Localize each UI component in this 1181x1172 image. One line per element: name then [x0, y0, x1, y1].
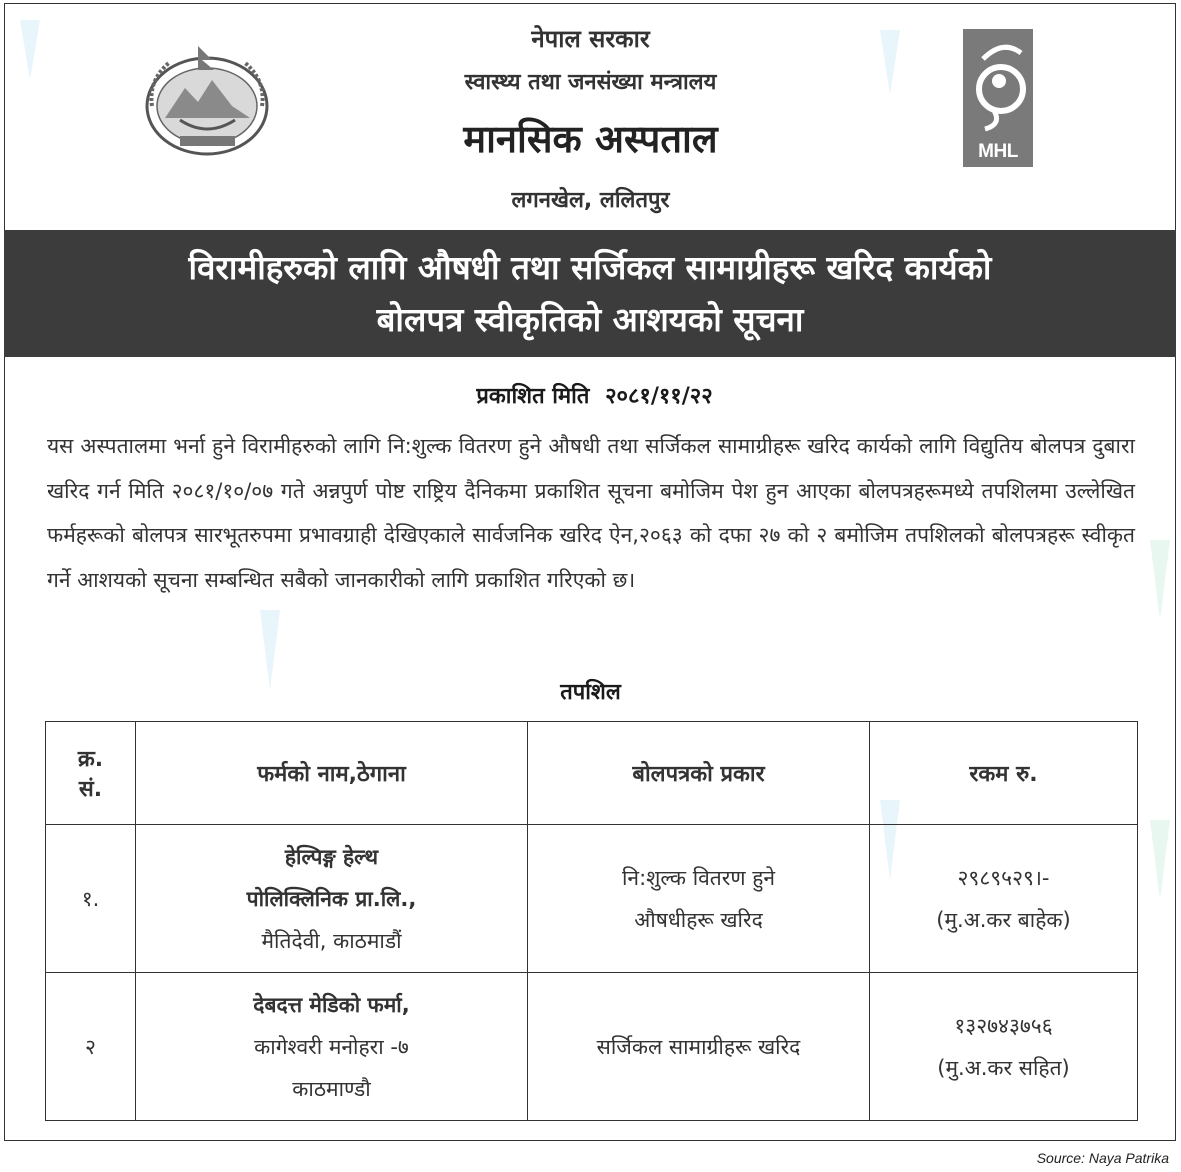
hospital-title: मानसिक अस्पताल	[463, 117, 718, 161]
cell-sn: २	[46, 973, 136, 1121]
amount-note: (मु.अ.कर बाहेक)	[936, 907, 1071, 932]
source-credit: Source: Naya Patrika	[1036, 1150, 1169, 1166]
col-header-type: बोलपत्रको प्रकार	[528, 722, 870, 825]
firm-address: मैतिदेवी, काठमाडौं	[261, 928, 402, 953]
notice-title-line-1: विरामीहरुको लागि औषधी तथा सर्जिकल सामाग्रीहरू खरिद कार्यको	[188, 248, 992, 287]
cell-type	[528, 825, 870, 973]
table-header-row	[46, 722, 1138, 825]
ministry-title: स्वास्थ्य तथा जनसंख्या मन्त्रालय	[464, 70, 717, 95]
firm-name-line-2: पोलिक्लिनिक प्रा.लि.,	[246, 886, 417, 911]
government-title: नेपाल सरकार	[531, 25, 650, 53]
col-header-sn	[46, 722, 136, 825]
amount-value: २९८९५२९।-	[957, 865, 1050, 890]
notice-title-line-2: बोलपत्र स्वीकृतिको आशयको सूचना	[376, 300, 804, 339]
col-header-amount: रकम रु.	[870, 722, 1138, 825]
col-header-sn-line-2: सं.	[78, 777, 103, 802]
published-date-value: २०८१/११/२२	[605, 384, 713, 409]
cell-firm	[136, 973, 528, 1121]
table-row	[46, 973, 1138, 1121]
published-date	[0, 380, 1181, 410]
firm-name-line-1: देबदत्त मेडिको फर्मा,	[253, 992, 410, 1017]
cell-firm	[136, 825, 528, 973]
hospital-location: लगनखेल, ललितपुर	[511, 188, 670, 213]
table-row	[46, 825, 1138, 973]
cell-type: सर्जिकल सामाग्रीहरू खरिद	[528, 973, 870, 1121]
bid-type-line-2: औषधीहरू खरिद	[634, 907, 763, 932]
notice-body: यस अस्पतालमा भर्ना हुने विरामीहरुको लागि नि:शुल्क वितरण हुने औषधी तथा सर्जिकल सामाग्रीहरू खरिद कार्यको लागि विद्युतिय बोलपत्र दुबारा खरिद गर्न मिति २०८१/१०/०७ गते अन्नपुर्ण पोष्ट राष्ट्रिय दैनिकमा प्रकाशित सूचना बमोजिम पेश हुन आएका बोलपत्रहरूमध्ये तपशिलमा उल्लेखित फर्महरूको बोलपत्र सारभूतरुपमा प्रभावग्राही देखिएकाले सार्वजनिक खरिद ऐन,२०६३ को दफा २७ को २ बमोजिम तपशिलको बोलपत्रहरू स्वीकृत गर्ने आशयको सूचना सम्बन्धित सबैको जानकारीको लागि प्रकाशित गरिएको छ।	[47, 434, 1135, 592]
bid-type-line-1: नि:शुल्क वितरण हुने	[621, 865, 776, 890]
col-header-firm: फर्मको नाम,ठेगाना	[136, 722, 528, 825]
published-label: प्रकाशित मिति	[476, 384, 590, 409]
mhl-logo-text: MHL	[978, 141, 1018, 162]
notice-title-banner	[4, 230, 1176, 357]
cell-amount	[870, 973, 1138, 1121]
amount-value: १३२७४३७५६	[954, 1013, 1053, 1038]
cell-amount	[870, 825, 1138, 973]
table-title: तपशिल	[560, 680, 621, 705]
col-header-sn-line-1: क्र.	[77, 747, 104, 772]
amount-note: (मु.अ.कर सहित)	[937, 1055, 1070, 1080]
firm-address-line-1: कागेश्वरी मनोहरा -७	[254, 1034, 409, 1059]
firm-name-line-1: हेल्पिङ्ग हेल्थ	[284, 844, 379, 869]
cell-sn: १.	[46, 825, 136, 973]
bid-table	[45, 721, 1138, 1121]
firm-address-line-2: काठमाण्डौ	[292, 1076, 371, 1101]
